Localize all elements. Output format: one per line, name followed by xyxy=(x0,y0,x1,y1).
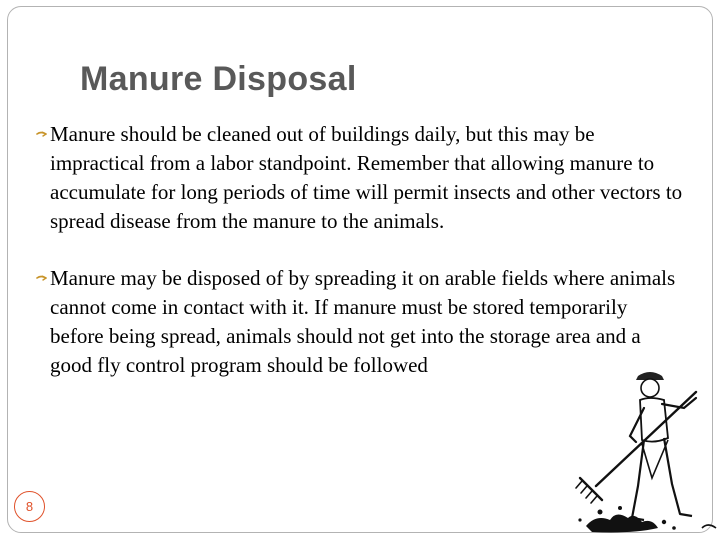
bullet-item xyxy=(38,120,686,236)
curved-arrow-icon xyxy=(36,264,50,293)
bullet-text: Manure may be disposed of by spreading it on arable fields where animals cannot come in contact with it. If manure must be stored temporarily before being spread, animals should not get into the storage area and a good fly control program should be followed xyxy=(50,266,676,377)
bullet-list xyxy=(38,120,686,380)
page-number: 8 xyxy=(14,491,45,522)
curved-arrow-icon xyxy=(36,120,50,149)
bullet-text: Manure should be cleaned out of buildings daily, but this may be impractical from a labor standpoint. Remember that allowing manure to accumulate for long periods of time will permit insects and other vectors to spread disease from the manure to the animals. xyxy=(50,122,683,233)
bullet-item xyxy=(38,264,686,380)
farmer-raking-manure-icon xyxy=(572,368,720,540)
slide-title: Manure Disposal xyxy=(80,60,357,98)
